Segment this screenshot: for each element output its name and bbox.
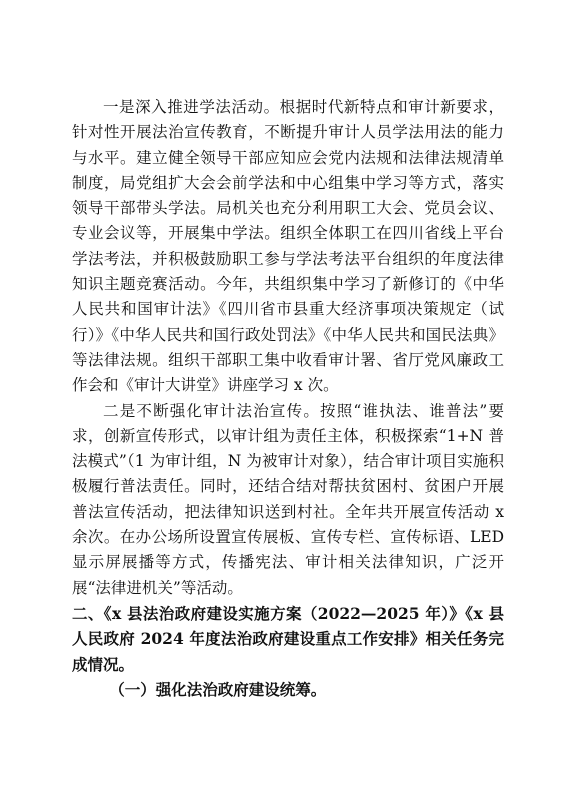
paragraph-audit-law-publicity: 二是不断强化审计法治宣传。按照“谁执法、谁普法”要求，创新宣传形式，以审计组为责任主体，积极探索“1+N 普法模式”（1 为审计组，N 为被审计对象），结合审计项目实施积极履行普法责任。同时，还结合结对帮扶贫困村、贫困户开展普法宣传活动，把法律知识送到村社。全年共开展宣传活动 x 余次。在办公场所设置宣传展板、宣传专栏、宣传标语、LED 显示屏展播等方式，传播宪法、审计相关法律知识，广泛开展“法律进机关”等活动。	[72, 401, 504, 597]
paragraph-study-law-activities: 一是深入推进学法活动。根据时代新特点和审计新要求，针对性开展法治宣传教育，不断提升审计人员学法用法的能力与水平。建立健全领导干部应知应会党内法规和法律法规清单制度，局党组扩大会会前学法和中心组集中学习等方式，落实领导干部带头学法。局机关也充分利用职工大会、党员会议、专业会议等，开展集中学法。组织全体职工在四川省线上平台学法考法，并积极鼓励职工参与学法考法平台组织的年度法律知识主题竞赛活动。今年，共组织集中学习了新修订的《中华人民共和国审计法》《四川省市县重大经济事项决策规定（试行）》《中华人民共和国行政处罚法》《中华人民共和国民法典》等法律法规。组织干部职工集中收看审计署、省厅党风廉政工作会和《审计大讲堂》讲座学习 x 次。	[72, 98, 504, 395]
section-heading-task-completion: 二、《x 县法治政府建设实施方案（2022—2025 年）》《x 县人民政府 2024 年度法治政府建设重点工作安排》相关任务完成情况。	[72, 603, 504, 674]
document-body	[72, 95, 504, 702]
subsection-heading-coordination: （一）强化法治政府建设统筹。	[109, 679, 327, 699]
